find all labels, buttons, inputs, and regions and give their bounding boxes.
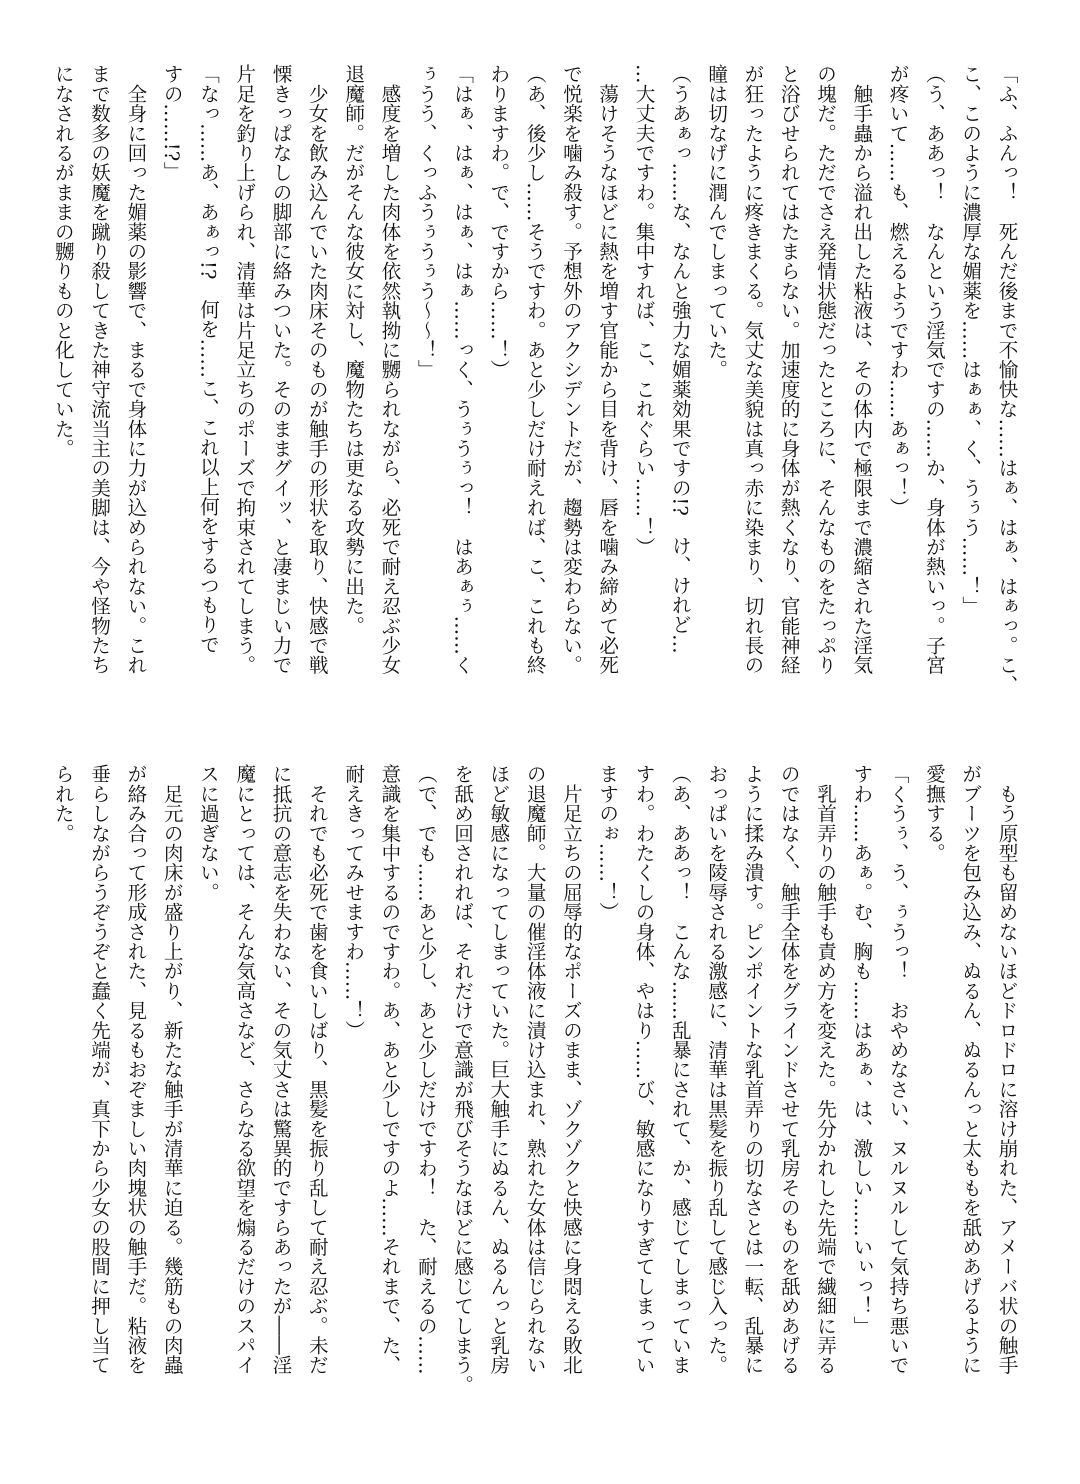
text-line: 「ふ、ふんっ！ 死んだ後まで不愉快な……はぁ、はぁ、はぁっ。こ、 <box>995 64 1018 695</box>
text-block-top <box>44 64 1024 704</box>
text-line: すの……!?」 <box>160 64 184 182</box>
text-line: こ、このように濃厚な媚薬を……はぁぁ、く、うぅう……！」 <box>958 64 982 616</box>
text-line: 「なっ……あ、あぁっ!? 何を……こ、これ以上何をするつもりで <box>196 64 220 654</box>
text-line: 乳首弄りの触手も責め方を変えた。先分かれした先端で繊細に弄る <box>813 764 837 1375</box>
text-line: で悦楽を噛み殺す。予想外のアクシデントだが、趨勢は変わらない。 <box>559 64 583 675</box>
text-line: の退魔師。大量の催淫体液に漬け込まれ、熟れた女体は信じられない <box>523 764 547 1375</box>
text-line: 瞳は切なげに潤んでしまっていた。 <box>704 64 728 380</box>
text-line: …大丈夫ですわ。集中すれば、こ、これぐらい……！） <box>632 64 656 557</box>
text-line: （うあぁっ……な、なんと強力な媚薬効果ですの!? け、けれど… <box>668 64 692 654</box>
text-line: ぅうう、くっふうぅうぅう〜〜！」 <box>414 64 438 380</box>
text-line: 蕩けそうなほどに熱を増す官能から目を背け、唇を噛み締めて必死 <box>595 64 619 675</box>
text-line: スに過ぎない。 <box>196 764 220 902</box>
text-line: 愛撫する。 <box>922 764 946 863</box>
text-line: すわ。わたくしの身体、やはり……び、敏感になりすぎてしまってい <box>632 764 656 1375</box>
text-line: を舐め回されれば、それだけで意識が飛びそうなほどに感じてしまう。 <box>450 764 474 1395</box>
text-line: （う、ああっ！ なんという淫気ですの……か、身体が熱いっ。子宮 <box>922 64 946 675</box>
text-line: （あ、後少し……そうですわ。あと少しだけ耐えれば、こ、これも終 <box>523 64 547 675</box>
text-line: が狂ったように疼きまくる。気丈な美貌は真っ赤に染まり、切れ長の <box>740 64 764 675</box>
text-line: ように揉み潰す。ピンポイントな乳首弄りの切なさとは一転、乱暴に <box>740 764 764 1375</box>
text-line: 退魔師。だがそんな彼女に対し、魔物たちは更なる攻勢に出た。 <box>341 64 365 636</box>
text-line: 少女を飲み込んでいた肉床そのものが触手の形状を取り、快感で戦 <box>305 64 329 675</box>
text-line: と浴びせられてはたまらない。加速度的に身体が熱くなり、官能神経 <box>777 64 801 675</box>
text-line: の塊だ。ただでさえ発情状態だったところに、そんなものをたっぷり <box>813 64 837 675</box>
text-line: 片足立ちの屈辱的なポーズのまま、ゾクゾクと快感に身悶える敗北 <box>559 764 583 1375</box>
text-line: すわ……あぁ。む、胸も……はあぁ、は、激しい……いぃっ！」 <box>849 764 873 1336</box>
text-line: 慄きっぱなしの脚部に絡みついた。そのままグイッ、と凄まじい力で <box>269 64 293 675</box>
text-line: 「くうぅ、う、ぅうっ！ おやめなさい、ヌルヌルして気持ち悪いで <box>886 764 910 1375</box>
text-line: になされるがままの嬲りものと化していた。 <box>51 64 75 458</box>
text-line: まで数多の妖魔を蹴り殺してきた神守流当主の美脚は、今や怪物たち <box>87 64 111 675</box>
text-line: もう原型も留めないほどドロドロに溶け崩れた、アメーバ状の触手 <box>995 764 1018 1375</box>
text-line: おっぱいを陵辱される激感に、清華は黒髪を振り乱して感じ入った。 <box>704 764 728 1375</box>
text-line: （あ、ああっ！ こんな……乱暴にされて、か、感じてしまっていま <box>668 764 692 1375</box>
text-line: が疼いて……も、燃えるようですわ……あぁっ！） <box>886 64 910 518</box>
text-line: 意識を集中するのですわ。あ、あと少しですのよ……それまで、た、 <box>377 764 401 1375</box>
text-line: がブーツを包み込み、ぬるん、ぬるんっと太ももを舐めあげるように <box>958 764 982 1375</box>
text-line: 片足を釣り上げられ、清華は片足立ちのポーズで拘束されてしまう。 <box>232 64 256 675</box>
text-line: それでも必死で歯を食いしばり、黒髪を振り乱して耐え忍ぶ。未だ <box>305 764 329 1375</box>
text-block-bottom <box>44 764 1024 1454</box>
text-line: わりますわ。で、ですから……！） <box>486 64 510 380</box>
text-line: が絡み合って形成された、見るもおぞましい肉塊状の触手だ。粘液を <box>123 764 147 1375</box>
text-line: に抵抗の意志を失わない、その気丈さは驚異的ですらあったが――淫 <box>269 764 293 1375</box>
text-line: 触手蟲から溢れ出した粘液は、その体内で極限まで濃縮された淫気 <box>849 64 873 675</box>
text-line: 感度を増した肉体を依然執拗に嬲られながら、必死で耐え忍ぶ少女 <box>377 64 401 675</box>
text-line: ほど敏感になってしまっていた。巨大触手にぬるん、ぬるんっと乳房 <box>486 764 510 1375</box>
text-line: 「はぁ、はぁ、はぁ、はぁ……っく、うぅうぅっ！ はあぁぅ……く <box>450 64 474 675</box>
text-line: 全身に回った媚薬の影響で、まるで身体に力が込められない。これ <box>123 64 147 675</box>
text-line: 耐えきってみせますわ……！） <box>341 764 365 1040</box>
text-line: （で、でも……あと少し、あと少しだけですわ！ た、耐えるの…… <box>414 764 438 1375</box>
text-line: ますのぉ……！） <box>595 764 619 922</box>
text-line: のではなく、触手全体をグラインドさせて乳房そのものを舐めあげる <box>777 764 801 1375</box>
text-line: られた。 <box>51 764 75 843</box>
text-line: 垂らしながらうぞうぞと蠢く先端が、真下から少女の股間に押し当て <box>87 764 111 1375</box>
text-line: 魔にとっては、そんな気高さなど、さらなる欲望を煽るだけのスパイ <box>232 764 256 1375</box>
text-line: 足元の肉床が盛り上がり、新たな触手が清華に迫る。幾筋もの肉蟲 <box>160 764 184 1375</box>
